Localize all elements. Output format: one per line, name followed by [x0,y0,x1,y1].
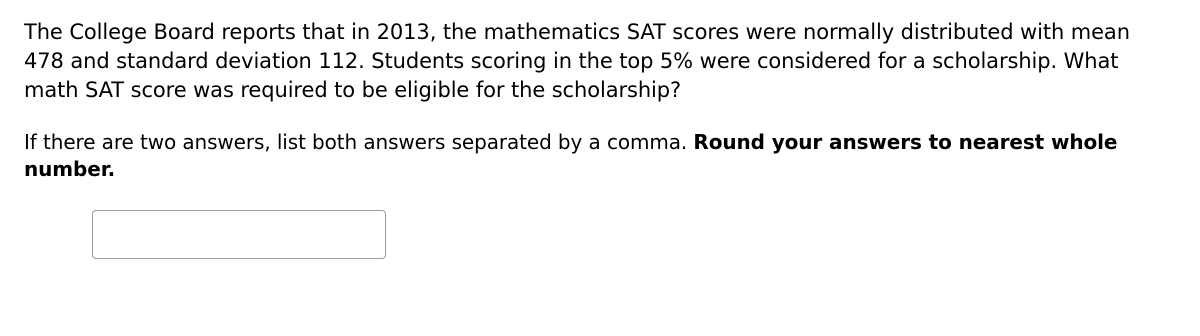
instructions-plain: If there are two answers, list both answers separated by a comma. [24,130,694,154]
answer-instructions [24,129,1184,183]
question-text: The College Board reports that in 2013, the mathematics SAT scores were normally distributed with mean 478 and standard deviation 112. Students scoring in the top 5% were considered for a scholarship. What math SAT score was required to be eligible for the scholarship? [24,20,1130,102]
answer-input[interactable] [92,210,386,259]
instructions-rounding-note: Round your answers to nearest whole number. [24,130,1118,181]
